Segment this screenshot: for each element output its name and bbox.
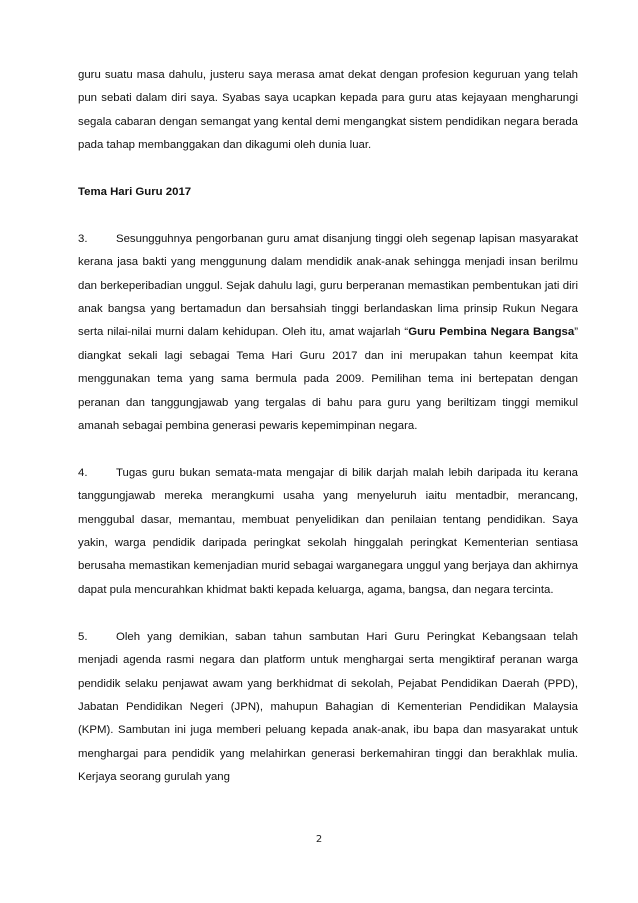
paragraph-text: Oleh yang demikian, saban tahun sambutan Hari Guru Peringkat Kebangsaan telah menjadi agenda rasmi negara dan platform untuk menghargai serta mengiktiraf peranan warga pendidik selaku penjawat awam yang berkhidmat di sekolah, Pejabat Pendidikan Daerah (PPD), Jabatan Pendidikan Negeri (JPN), mahupun Bahagian di Kementerian Pendidikan Malaysia (KPM). Sambutan ini juga memberi peluang kepada anak-anak, ibu bapa dan masyarakat untuk menghargai para pendidik yang melahirkan generasi berkemahiran tinggi dan berakhlak mulia. Kerjaya seorang gurulah yang	[78, 630, 578, 784]
page-number: 2	[315, 834, 323, 845]
paragraph-text: Sesungguhnya pengorbanan guru amat disanjung tinggi oleh segenap lapisan masyarakat kerana jasa bakti yang menggunung dalam mendidik anak-anak sehingga menjadi insan berilmu dan berkeperibadian unggul. Sejak dahulu lagi, guru berperanan memastikan pembentukan jati diri anak bangsa yang bertamadun dan bersahsiah tinggi berlandaskan lima prinsip Rukun Negara serta nilai-nilai murni dalam kehidupan. Oleh itu, amat wajarlah “	[78, 232, 578, 339]
paragraph-text: Tugas guru bukan semata-mata mengajar di bilik darjah malah lebih daripada itu kerana tanggungjawab mereka merangkumi usaha yang menyeluruh iaitu mentadbir, merancang, menggubal dasar, memantau, membuat penyelidikan dan penilaian tentang pendidikan. Saya yakin, warga pendidik daripada peringkat sekolah hinggalah peringkat Kementerian sentiasa berusaha memastikan kemenjadian murid sebagai warganegara unggul yang berjaya dan akhirnya dapat pula mencurahkan khidmat bakti kepada keluarga, agama, bangsa, dan negara tercinta.	[78, 466, 578, 596]
paragraph-text: ” diangkat sekali lagi sebagai Tema Hari Guru 2017 dan ini merupakan tahun keempat kita menggunakan tema yang sama bermula pada 2009. Pemilihan tema ini bertepatan dengan peranan dan tanggungjawab yang tergalas di bahu para guru yang beriltizam tinggi memikul amanah sebagai pembina generasi pewaris kepemimpinan negara.	[78, 326, 579, 433]
paragraph-number: 3.	[78, 232, 88, 245]
paragraph-number: 5.	[78, 630, 88, 643]
paragraph-3	[78, 228, 578, 439]
paragraph-4	[78, 462, 578, 602]
section-heading: Tema Hari Guru 2017	[78, 186, 192, 199]
continuation-paragraph: guru suatu masa dahulu, justeru saya merasa amat dekat dengan profesion keguruan yang telah pun sebati dalam diri saya. Syabas saya ucapkan kepada para guru atas kejayaan mengharungi segala cabaran dengan semangat yang kental demi mengangkat sistem pendidikan negara berada pada tahap membanggakan dan dikagumi oleh dunia luar.	[78, 69, 578, 152]
paragraph-number: 4.	[78, 466, 88, 479]
paragraph-5	[78, 626, 578, 790]
document-body	[78, 64, 578, 813]
theme-highlight: Guru Pembina Negara Bangsa	[408, 326, 575, 339]
